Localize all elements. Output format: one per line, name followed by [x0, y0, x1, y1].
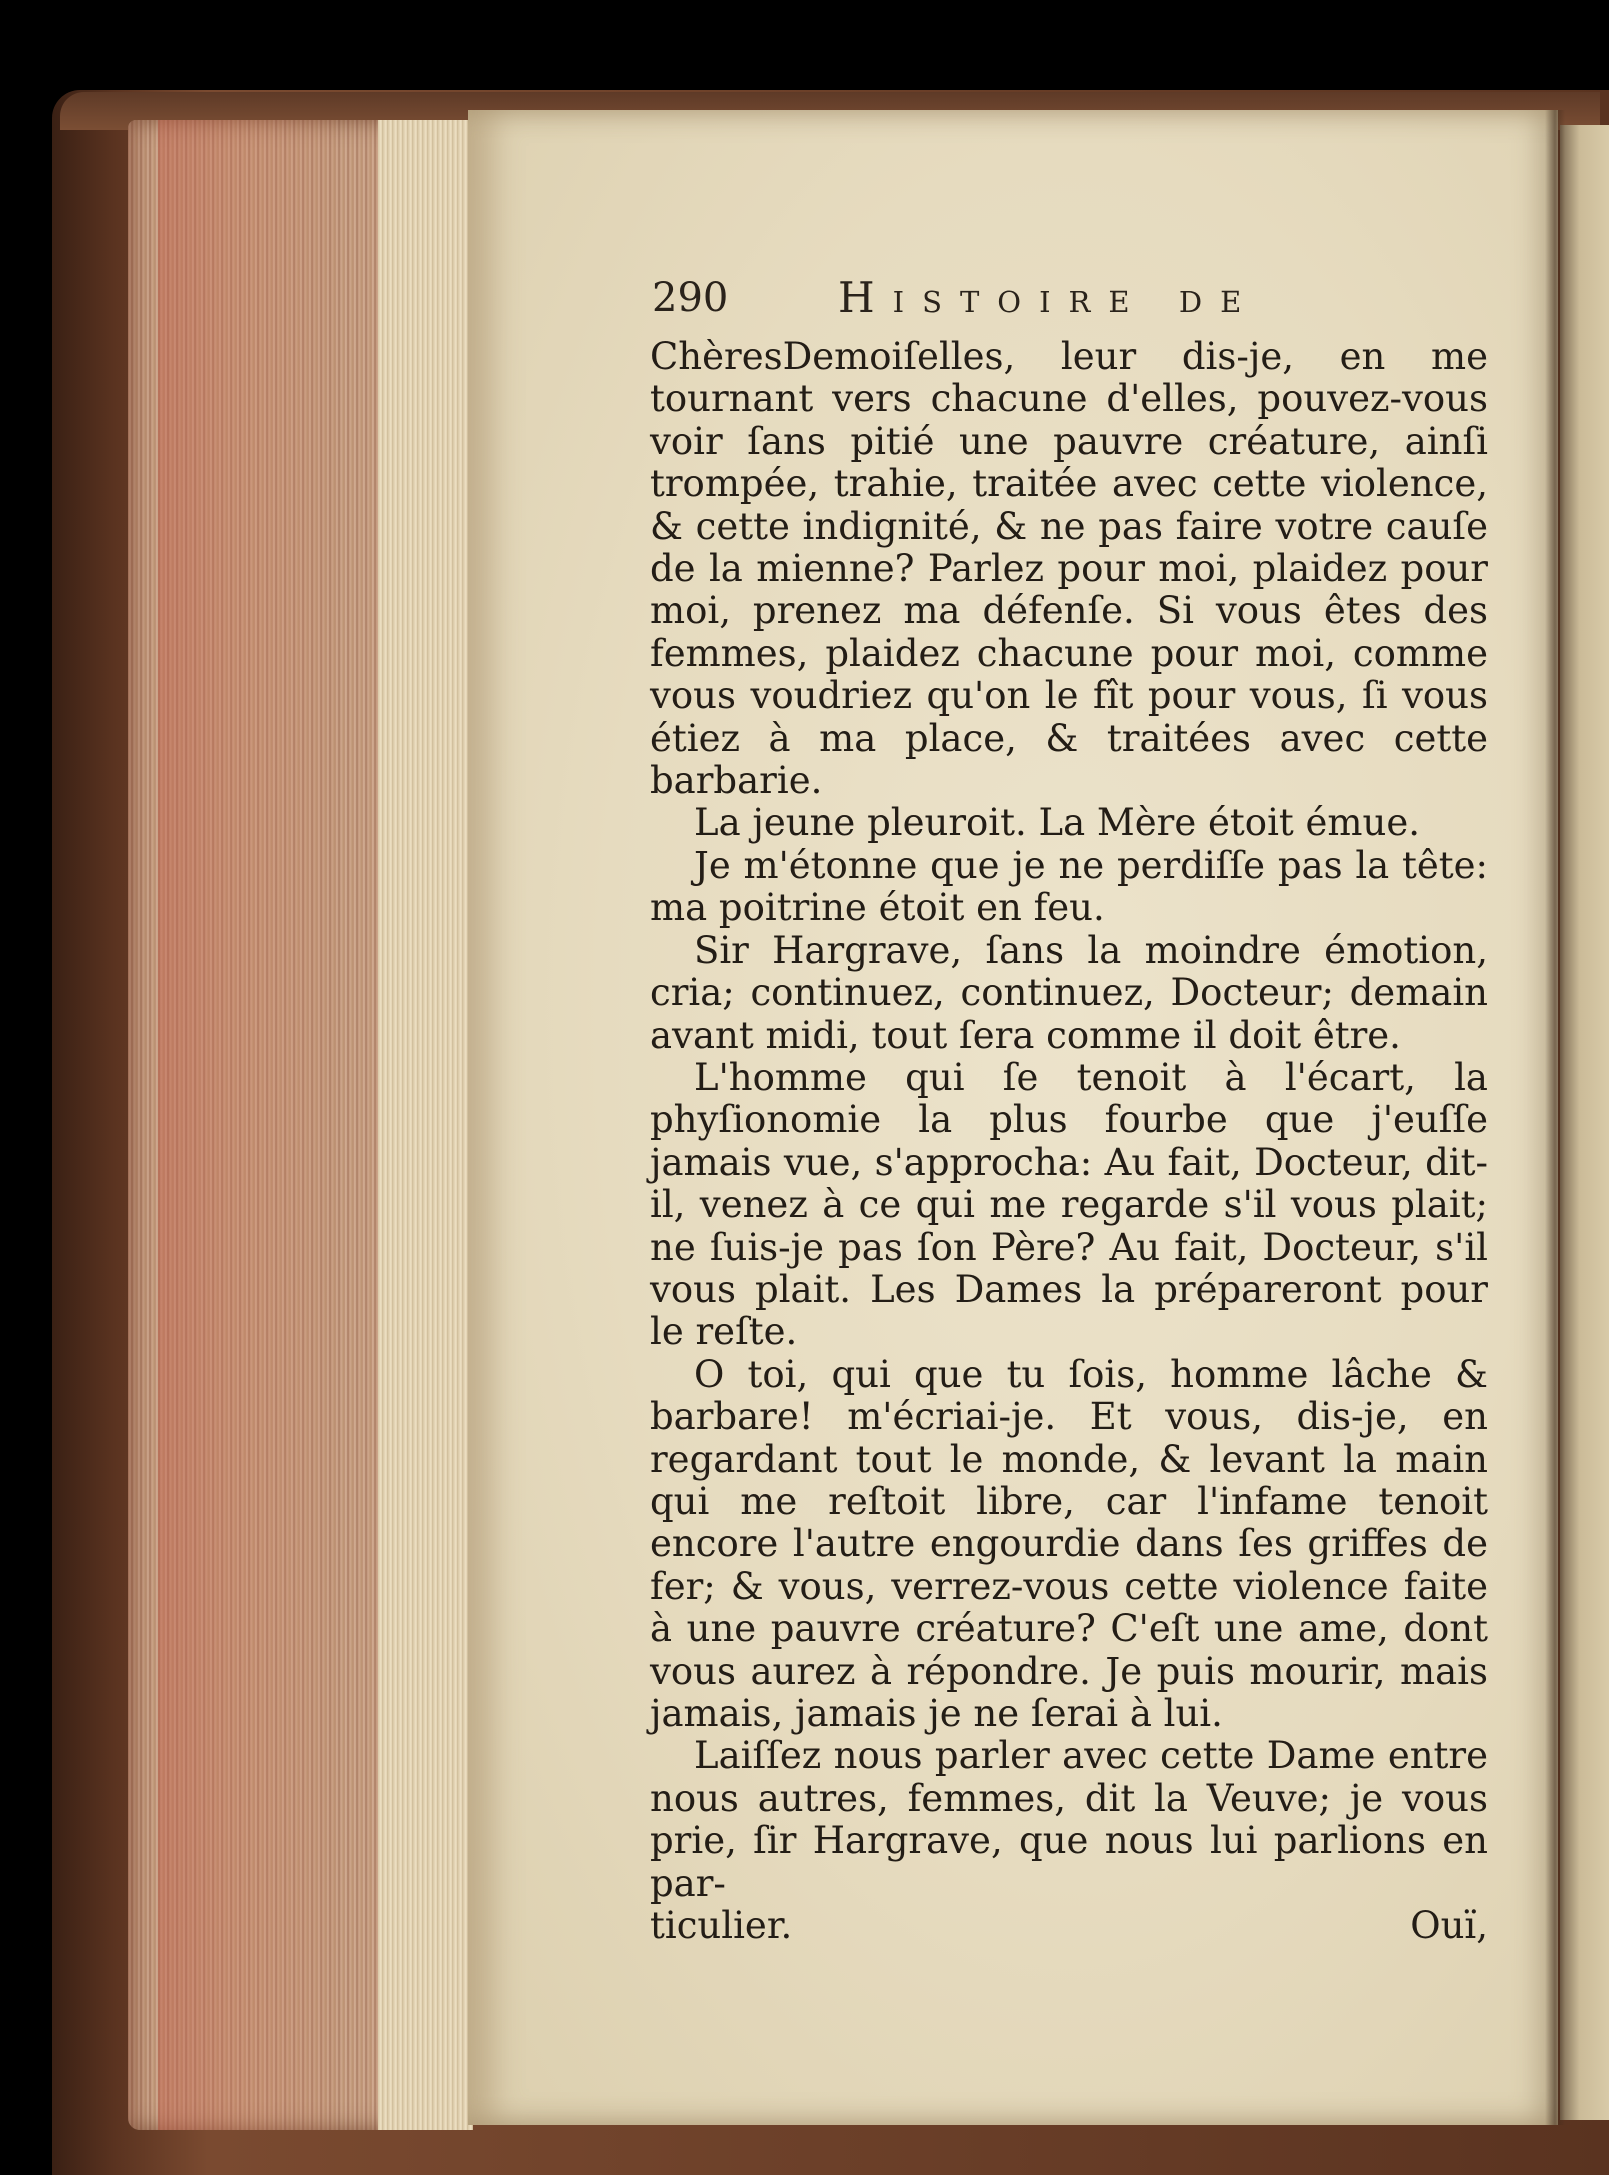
facing-page-edge	[1560, 125, 1609, 2120]
paragraph: L'homme qui ſe tenoit à l'écart, la phyſionomie la plus fourbe que j'euſſe jamais vue, s'approcha: Au fait, Docteur, dit-il, venez à ce qui me regarde s'il vous plait; ne ſuis-je pas ſon Père? Au fait, Docteur, s'il vous plait. Les Dames la prépareront pour le reſte.	[650, 1055, 1488, 1354]
paragraph: Laiſſez nous parler avec cette Dame entre nous autres, femmes, dit la Veuve; je vous prie, ſir Hargrave, que nous lui parlions en par-	[650, 1734, 1488, 1905]
last-line-text: ticulier.	[650, 1904, 793, 1948]
body-text	[650, 336, 1488, 1947]
page-edges	[128, 120, 473, 2130]
last-line	[650, 1905, 1488, 1947]
page-stack	[378, 120, 473, 2130]
paragraph: Je m'étonne que je ne perdiſſe pas la tête: ma poitrine étoit en feu.	[650, 843, 1488, 930]
page-gutter	[1545, 110, 1565, 2125]
page-number: 290	[652, 275, 729, 321]
paragraph: Sir Hargrave, ſans la moindre émotion, cria; continuez, continuez, Docteur; demain avant midi, tout ſera comme il doit être.	[650, 928, 1488, 1057]
paragraph: ChèresDemoiſelles, leur dis-je, en me tournant vers chacune d'elles, pouvez-vous voir ſans pitié une pauvre créature, ainſi trompée, trahie, traitée avec cette violence, & cette indignité, & ne pas faire votre cauſe de la mienne? Parlez pour moi, plaidez pour moi, prenez ma défenſe. Si vous êtes des femmes, plaidez chacune pour moi, comme vous voudriez qu'on le fît pour vous, ſi vous étiez à ma place, & traitées avec cette barbarie.	[650, 335, 1488, 803]
running-head	[652, 268, 1412, 328]
paragraph: La jeune pleuroit. La Mère étoit émue.	[694, 801, 1420, 845]
catchword: Ouï,	[1410, 1904, 1488, 1948]
paragraph: O toi, qui que tu ſois, homme lâche & barbare! m'écriai-je. Et vous, dis-je, en regardant tout le monde, & levant la main qui me reſtoit libre, car l'infame tenoit encore l'autre engourdie dans ſes griffes de fer; & vous, verrez-vous cette violence faite à une pauvre créature? C'eſt une ame, dont vous aurez à répondre. Je puis mourir, mais jamais, jamais je ne ſerai à lui.	[650, 1352, 1488, 1735]
running-title: Histoire de	[838, 273, 1260, 322]
red-edge-tint	[158, 120, 338, 2130]
